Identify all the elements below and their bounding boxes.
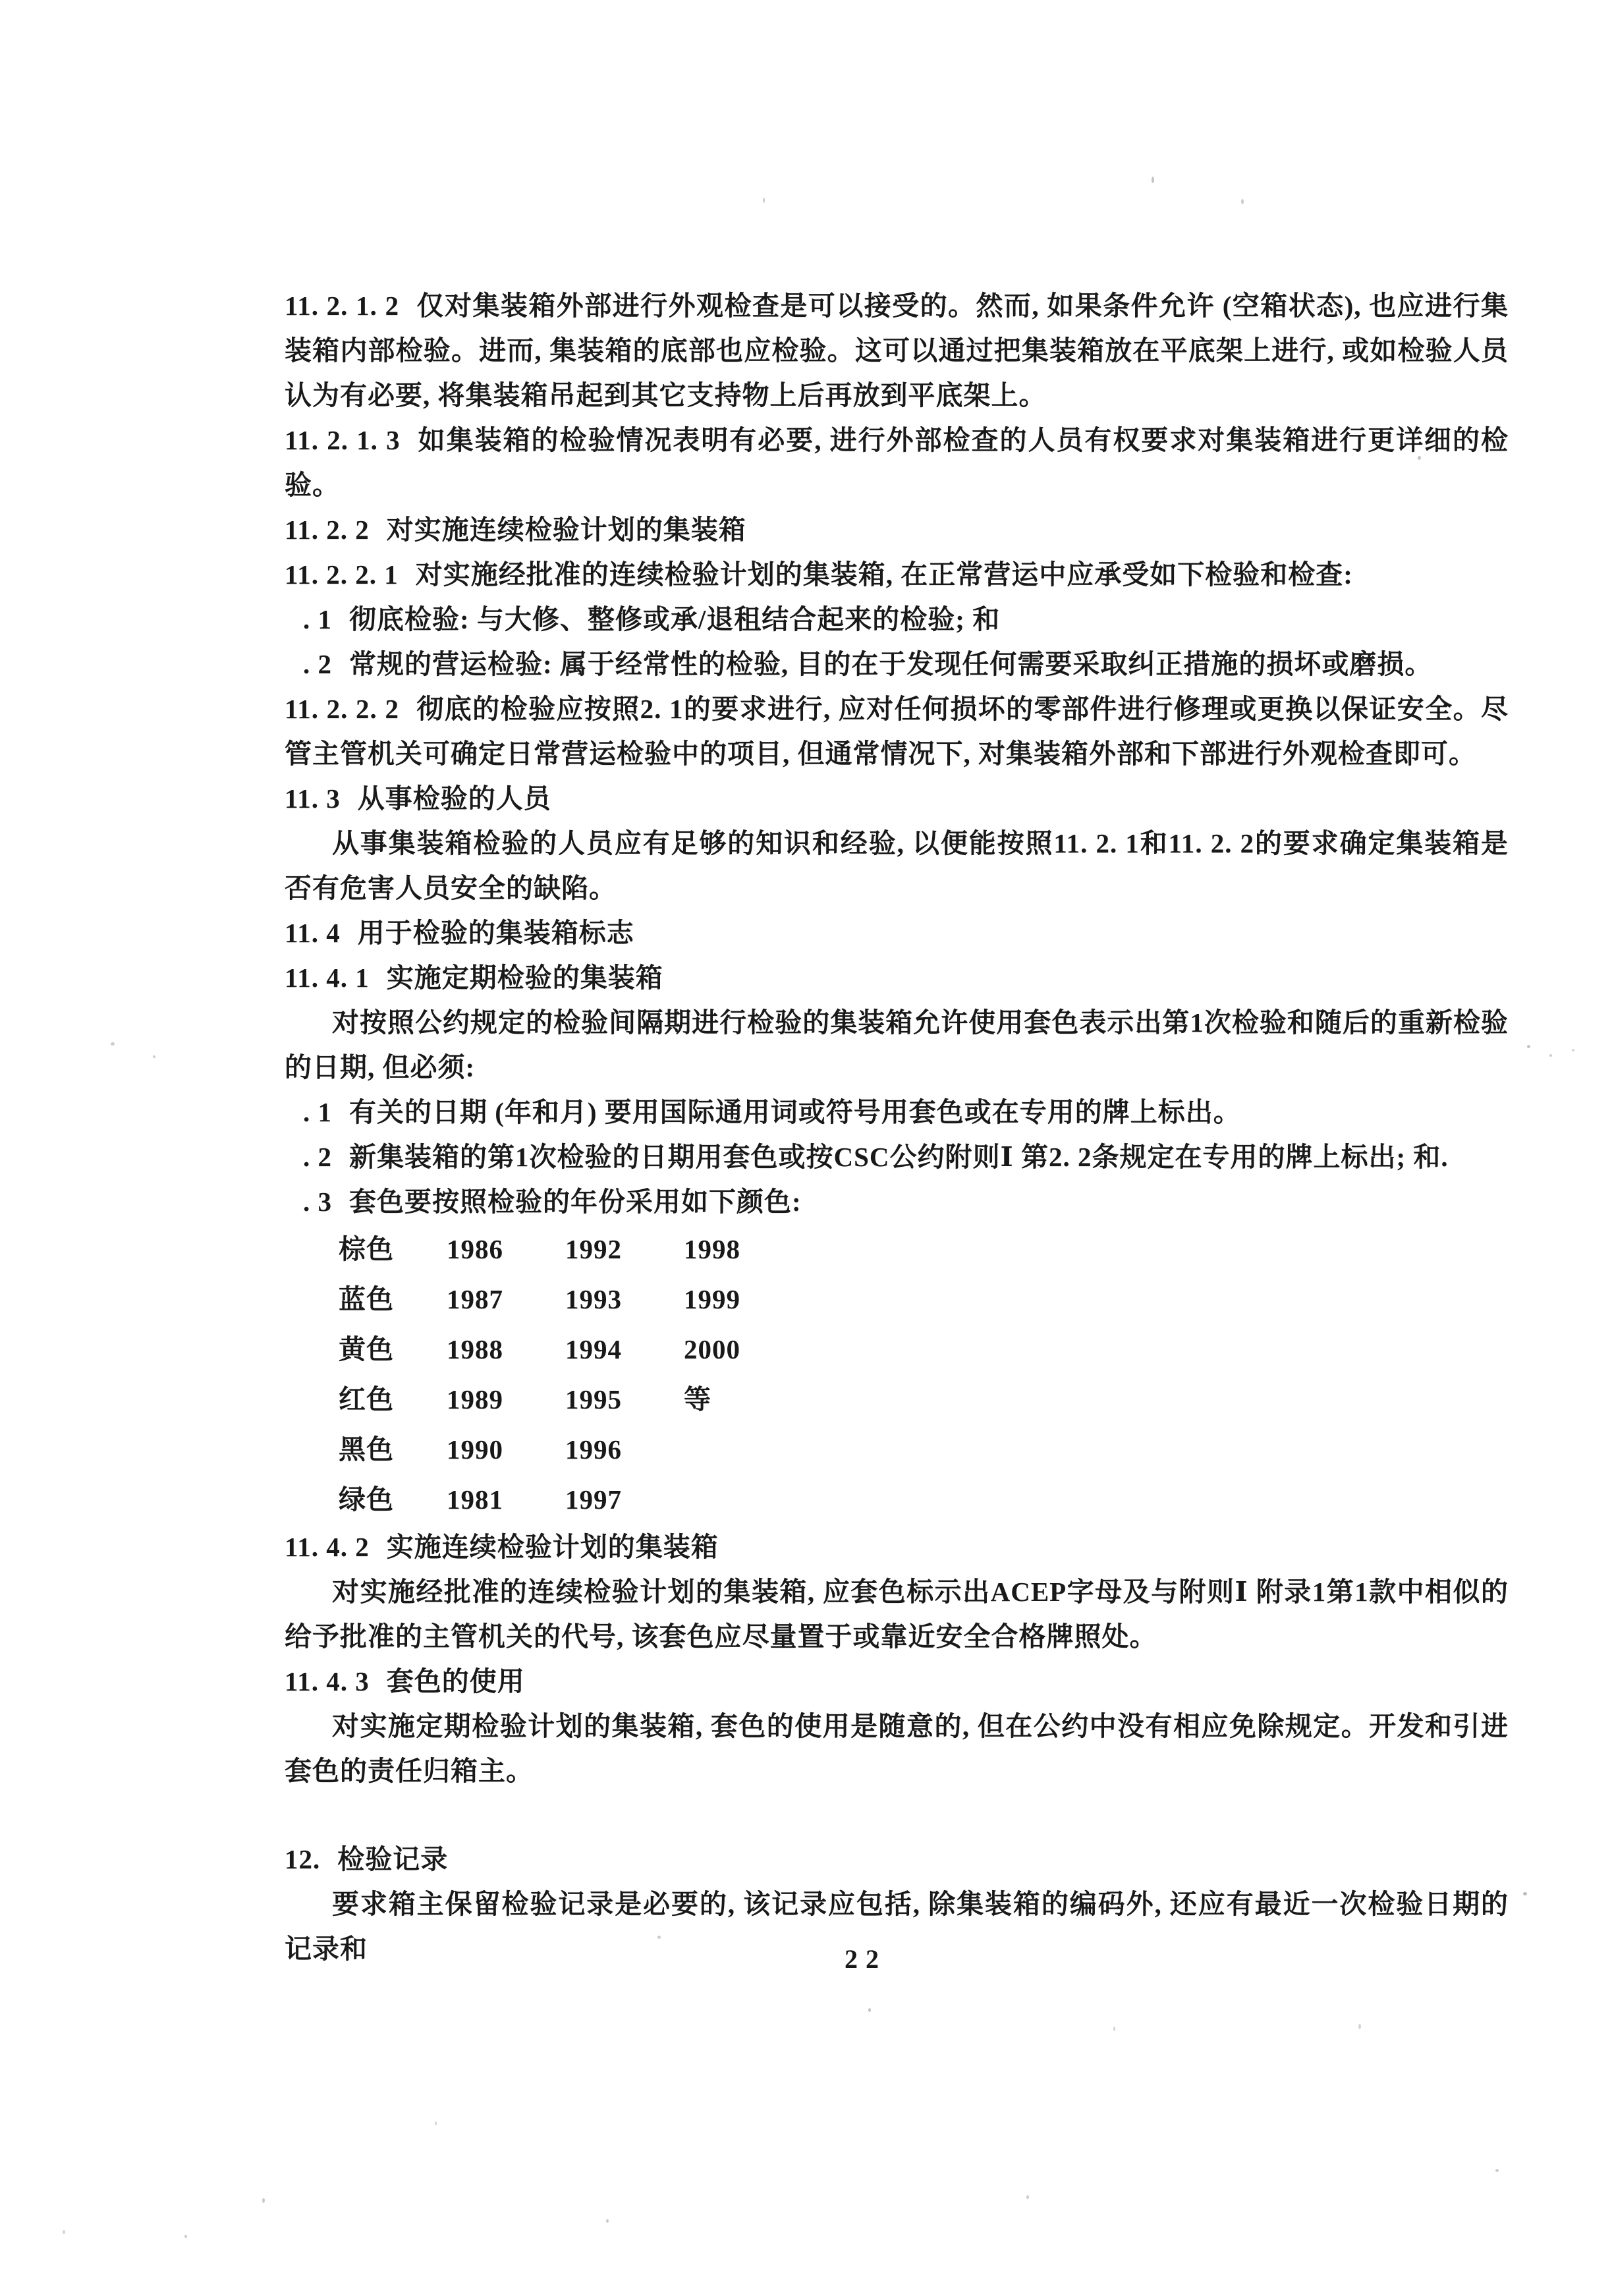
para-11-2-1-3	[285, 418, 1509, 507]
list-item-marker: . 3	[303, 1187, 332, 1217]
list-item-text: 常规的营运检验: 属于经常性的检验, 目的在于发现任何需要采取纠正措施的损坏或磨损。	[349, 649, 1433, 679]
scan-speck	[1026, 2195, 1029, 2199]
list-item-thorough-exam	[285, 597, 1509, 642]
year-cell: 1995	[565, 1384, 622, 1414]
scan-speck	[111, 1042, 115, 1046]
list-item-marker: . 1	[303, 1097, 332, 1127]
year-cell: 1987	[447, 1284, 503, 1314]
scan-speck	[262, 2198, 265, 2203]
heading-11-4	[285, 910, 1509, 955]
para-11-2-2-1	[285, 552, 1509, 597]
color-label: 棕色	[339, 1234, 394, 1264]
para-11-2-2-2	[285, 686, 1509, 776]
year-cell: 等	[684, 1384, 711, 1414]
heading-text: 对实施连续检验计划的集装箱	[386, 515, 746, 545]
scan-speck	[1527, 1045, 1530, 1048]
list-item-text: 新集装箱的第1次检验的日期用套色或按CSC公约附则Ⅰ 第2. 2条规定在专用的牌上标出; 和.	[349, 1142, 1449, 1172]
scan-speck	[153, 1055, 155, 1058]
year-cell: 1996	[565, 1434, 622, 1465]
scan-speck	[184, 2235, 187, 2238]
year-cell: 1981	[447, 1484, 503, 1515]
list-item-marker: . 1	[303, 604, 332, 634]
para-periodic-marking	[285, 1000, 1509, 1090]
list-item-routine-exam	[285, 642, 1509, 686]
paragraph-text: 对按照公约规定的检验间隔期进行检验的集装箱允许使用套色表示出第1次检验和随后的重新检验的日期, 但必须:	[285, 1007, 1509, 1082]
year-cell: 1988	[447, 1334, 503, 1364]
heading-11-4-2	[285, 1525, 1509, 1569]
color-label: 红色	[339, 1384, 394, 1414]
paragraph-text: 要求箱主保留检验记录是必要的, 该记录应包括, 除集装箱的编码外, 还应有最近一次检验日期的记录和	[285, 1889, 1509, 1964]
list-item-text: 套色要按照检验的年份采用如下颜色:	[349, 1187, 802, 1217]
para-color-use	[285, 1704, 1509, 1793]
color-label: 黄色	[339, 1334, 394, 1364]
heading-text: 检验记录	[337, 1844, 449, 1874]
year-cell: 1989	[447, 1384, 503, 1414]
list-item-text: 有关的日期 (年和月) 要用国际通用词或符号用套色或在专用的牌上标出。	[349, 1097, 1241, 1127]
para-records	[285, 1882, 1509, 1971]
list-item-marker: . 2	[303, 649, 332, 679]
year-cell: 1994	[565, 1334, 622, 1364]
scan-speck	[1113, 2027, 1115, 2031]
scan-speck	[1495, 2169, 1499, 2172]
scan-speck	[657, 1936, 661, 1939]
year-cell: 1992	[565, 1234, 622, 1264]
table-row-blue	[339, 1274, 1509, 1324]
year-cell: 1997	[565, 1484, 622, 1515]
table-row-red	[339, 1374, 1509, 1424]
table-row-black	[339, 1424, 1509, 1474]
heading-text: 用于检验的集装箱标志	[357, 918, 634, 948]
section-number: 11. 4	[285, 918, 341, 948]
scan-speck	[1241, 199, 1244, 204]
year-cell: 1999	[684, 1284, 740, 1314]
year-cell: 1998	[684, 1234, 740, 1264]
heading-text: 套色的使用	[386, 1666, 525, 1696]
scan-speck	[1418, 456, 1421, 460]
list-item-color-by-year	[285, 1179, 1509, 1224]
para-acep-marking	[285, 1569, 1509, 1659]
scan-speck	[1358, 2024, 1361, 2029]
paragraph-text: 仅对集装箱外部进行外观检查是可以接受的。然而, 如果条件允许 (空箱状态), 也应进行集装箱内部检验。进而, 集装箱的底部也应检验。这可以通过把集装箱放在平底架上进行, 或如检验人员认为有必要, 将集装箱吊起到其它支持物上后再放到平底架上。	[285, 291, 1509, 410]
section-number: 11. 2. 1. 3	[285, 425, 401, 455]
scan-speck	[435, 2121, 437, 2125]
paragraph-text: 如集装箱的检验情况表明有必要, 进行外部检查的人员有权要求对集装箱进行更详细的检验。	[285, 425, 1509, 500]
heading-12	[285, 1837, 1509, 1882]
paragraph-text: 对实施经批准的连续检验计划的集装箱, 在正常营运中应承受如下检验和检查:	[415, 559, 1353, 590]
list-item-new-container	[285, 1134, 1509, 1179]
section-number: 12.	[285, 1844, 321, 1874]
color-year-table	[285, 1224, 1509, 1525]
section-number: 11. 4. 3	[285, 1666, 370, 1696]
paragraph-text: 对实施定期检验计划的集装箱, 套色的使用是随意的, 但在公约中没有相应免除规定。开发和引进套色的责任归箱主。	[285, 1711, 1509, 1786]
paragraph-text: 从事集装箱检验的人员应有足够的知识和经验, 以便能按照11. 2. 1和11. 2. 2的要求确定集装箱是否有危害人员安全的缺陷。	[285, 828, 1509, 903]
paragraph-text: 彻底的检验应按照2. 1的要求进行, 应对任何损坏的零部件进行修理或更换以保证安全。尽管主管机关可确定日常营运检验中的项目, 但通常情况下, 对集装箱外部和下部进行外观检查即可。	[285, 694, 1509, 769]
scan-speck	[868, 2008, 871, 2012]
color-label: 蓝色	[339, 1284, 394, 1314]
document-body	[285, 283, 1509, 1971]
list-item-marker: . 2	[303, 1142, 332, 1172]
color-label: 绿色	[339, 1484, 394, 1515]
heading-text: 实施定期检验的集装箱	[386, 963, 663, 993]
section-number: 11. 2. 1. 2	[285, 291, 400, 321]
para-11-2-1-2	[285, 283, 1509, 418]
section-number: 11. 2. 2. 2	[285, 694, 399, 724]
page-number: 22	[845, 1944, 887, 1974]
list-item-date-marking	[285, 1090, 1509, 1134]
paragraph-text: 对实施经批准的连续检验计划的集装箱, 应套色标示出ACEP字母及与附则Ⅰ 附录1第1款中相似的给予批准的主管机关的代号, 该套色应尽量置于或靠近安全合格牌照处。	[285, 1577, 1509, 1652]
year-cell: 1986	[447, 1234, 503, 1264]
heading-11-2-2	[285, 507, 1509, 552]
scan-speck	[1152, 177, 1154, 183]
scan-speck	[763, 198, 765, 203]
scan-speck	[1523, 1892, 1527, 1895]
table-row-green	[339, 1474, 1509, 1525]
year-cell: 2000	[684, 1334, 740, 1364]
scan-speck	[606, 2219, 609, 2223]
heading-text: 从事检验的人员	[357, 783, 551, 814]
section-number: 11. 4. 1	[285, 963, 370, 993]
section-number: 11. 2. 2. 1	[285, 559, 399, 590]
para-personnel	[285, 821, 1509, 910]
scan-speck	[1549, 1054, 1552, 1057]
table-row-yellow	[339, 1324, 1509, 1374]
section-number: 11. 4. 2	[285, 1532, 370, 1562]
scan-speck	[1572, 1049, 1574, 1051]
table-row-brown	[339, 1224, 1509, 1274]
heading-11-4-3	[285, 1659, 1509, 1704]
heading-11-3	[285, 776, 1509, 821]
section-number: 11. 2. 2	[285, 515, 370, 545]
heading-11-4-1	[285, 955, 1509, 1000]
scan-speck	[63, 2230, 65, 2234]
section-number: 11. 3	[285, 783, 341, 814]
list-item-text: 彻底检验: 与大修、整修或承/退租结合起来的检验; 和	[349, 604, 1001, 634]
heading-text: 实施连续检验计划的集装箱	[386, 1532, 719, 1562]
year-cell: 1993	[565, 1284, 622, 1314]
year-cell: 1990	[447, 1434, 503, 1465]
color-label: 黑色	[339, 1434, 394, 1465]
